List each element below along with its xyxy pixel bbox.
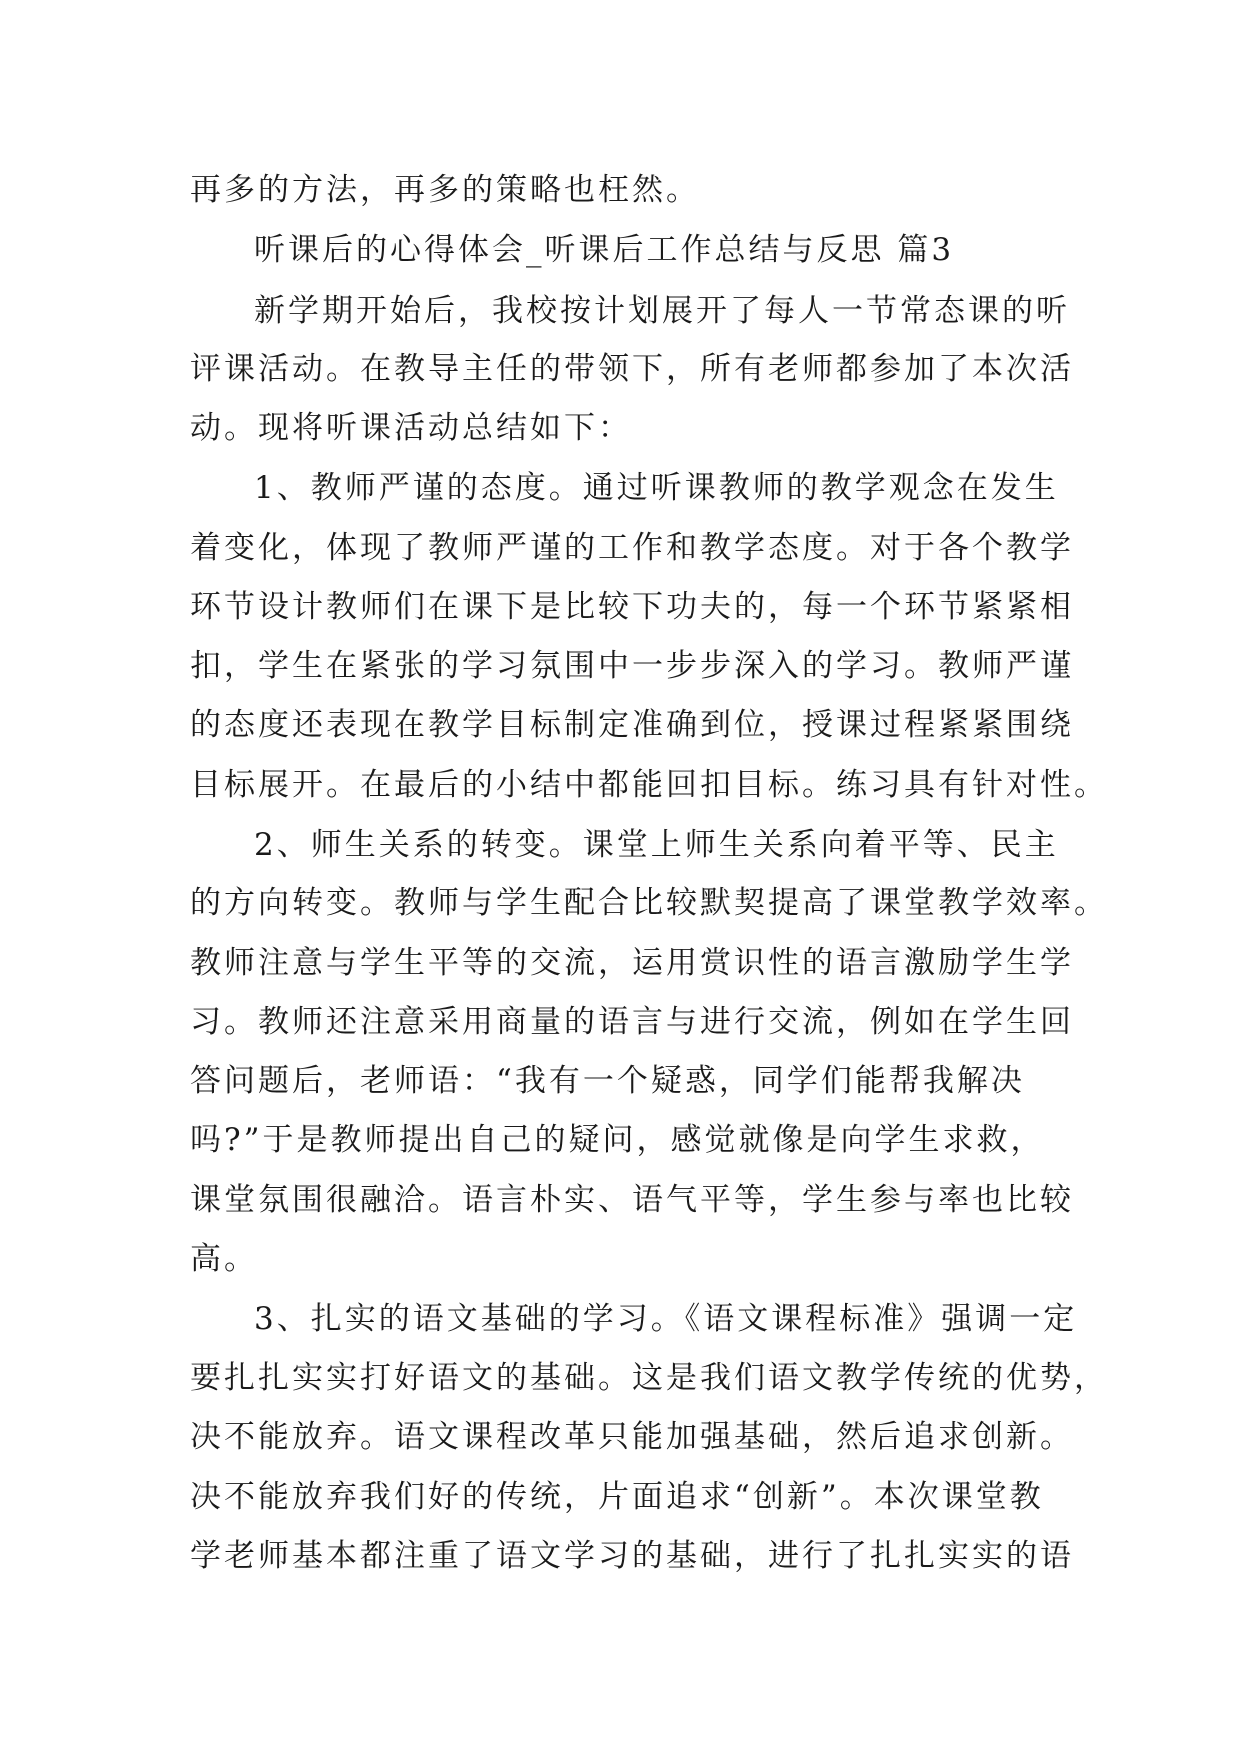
text-line: 再多的方法，再多的策略也枉然。 [190,172,700,208]
text-line: 环节设计教师们在课下是比较下功夫的，每一个环节紧紧相 [190,589,1074,625]
text-line: 学老师基本都注重了语文学习的基础，进行了扎扎实实的语 [190,1538,1074,1574]
text-line: 课堂氛围很融洽。语言朴实、语气平等，学生参与率也比较 [190,1182,1074,1218]
text-line: 决不能放弃。语文课程改革只能加强基础，然后追求创新。 [190,1419,1074,1455]
text-line: 动。现将听课活动总结如下： [190,410,632,446]
text-line: 评课活动。在教导主任的带领下，所有老师都参加了本次活 [190,351,1074,387]
text-line: 的态度还表现在教学目标制定准确到位，授课过程紧紧围绕 [190,707,1074,743]
text-line: 要扎扎实实打好语文的基础。这是我们语文教学传统的优势， [190,1360,1108,1396]
text-line: 3、扎实的语文基础的学习。《语文课程标准》强调一定 [254,1301,1078,1337]
text-line: 答问题后，老师语：“我有一个疑惑，同学们能帮我解决 [190,1063,1025,1099]
text-line: 决不能放弃我们好的传统，片面追求“创新”。本次课堂教 [190,1479,1044,1515]
text-line: 习。教师还注意采用商量的语言与进行交流，例如在学生回 [190,1004,1074,1040]
text-line: 的方向转变。教师与学生配合比较默契提高了课堂教学效率。 [190,885,1108,921]
text-line: 扣，学生在紧张的学习氛围中一步步深入的学习。教师严谨 [190,648,1074,684]
section-heading: 听课后的心得体会_听课后工作总结与反思 篇3 [254,232,955,268]
text-line: 2、师生关系的转变。课堂上师生关系向着平等、民主 [254,827,1059,863]
text-line: 教师注意与学生平等的交流，运用赏识性的语言激励学生学 [190,945,1074,981]
text-line: 目标展开。在最后的小结中都能回扣目标。练习具有针对性。 [190,767,1108,803]
text-line: 1、教师严谨的态度。通过听课教师的教学观念在发生 [254,470,1059,506]
text-line: 吗?”于是教师提出自己的疑问，感觉就像是向学生求救， [190,1122,1045,1158]
text-line: 高。 [190,1241,258,1277]
text-line: 着变化，体现了教师严谨的工作和教学态度。对于各个教学 [190,530,1074,566]
text-line: 新学期开始后，我校按计划展开了每人一节常态课的听 [254,293,1070,329]
